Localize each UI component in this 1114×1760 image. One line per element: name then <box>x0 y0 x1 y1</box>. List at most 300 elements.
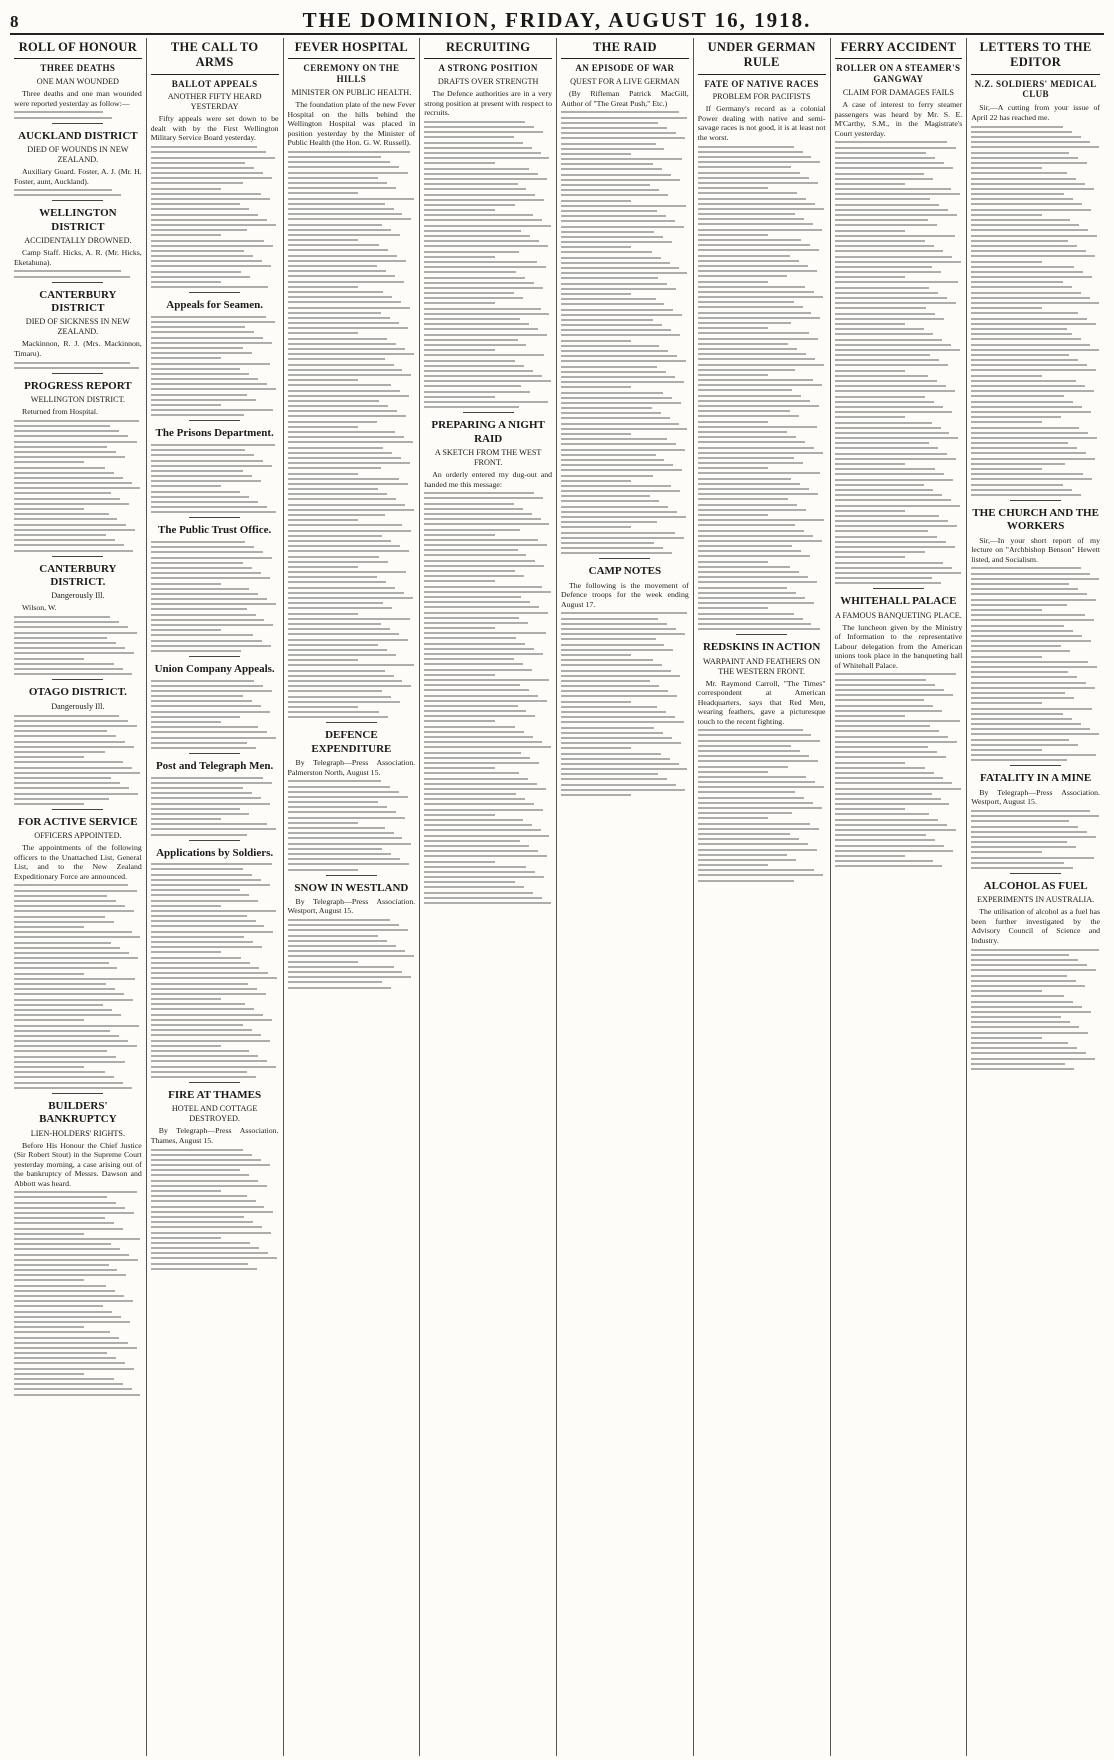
article-body-text <box>14 884 142 1088</box>
text-line <box>424 554 526 556</box>
text-line <box>424 375 542 377</box>
text-line <box>698 312 812 314</box>
text-line <box>698 203 816 205</box>
article-body-text <box>971 949 1100 1070</box>
text-line <box>151 690 272 692</box>
text-line <box>561 210 657 212</box>
text-line <box>971 836 1096 838</box>
text-line <box>835 453 947 455</box>
text-line <box>835 302 956 304</box>
text-line <box>561 189 659 191</box>
text-line <box>698 550 801 552</box>
text-line <box>971 344 1089 346</box>
text-line <box>151 695 243 697</box>
text-line <box>424 669 531 671</box>
text-line <box>151 1190 221 1192</box>
text-line <box>835 699 924 701</box>
section-rule <box>1010 500 1062 501</box>
text-line <box>151 276 251 278</box>
text-line <box>698 555 810 557</box>
text-line <box>424 674 494 676</box>
text-line <box>835 834 927 836</box>
text-line <box>835 250 944 252</box>
text-line <box>14 798 109 800</box>
text-line <box>288 701 400 703</box>
text-line <box>698 322 791 324</box>
text-line <box>288 987 391 989</box>
text-line <box>151 572 261 574</box>
text-line <box>698 457 794 459</box>
text-line <box>971 666 1097 668</box>
text-line <box>835 354 931 356</box>
text-line <box>971 846 1075 848</box>
text-line <box>424 136 513 138</box>
text-line <box>288 561 389 563</box>
text-line <box>151 511 276 513</box>
text-line <box>424 230 521 232</box>
text-line <box>288 961 358 963</box>
text-line <box>424 131 543 133</box>
text-line <box>14 746 134 748</box>
text-line <box>424 829 540 831</box>
text-line <box>14 803 84 805</box>
text-line <box>288 848 383 850</box>
text-line <box>698 395 801 397</box>
text-line <box>288 597 413 599</box>
text-line <box>288 504 406 506</box>
text-line <box>424 591 550 593</box>
text-line <box>14 529 135 531</box>
text-line <box>14 503 129 505</box>
text-line <box>14 658 84 660</box>
text-line <box>971 183 1084 185</box>
text-line <box>971 385 1084 387</box>
text-line <box>561 485 671 487</box>
text-line <box>561 763 679 765</box>
text-line <box>151 1174 249 1176</box>
text-line <box>835 447 938 449</box>
text-line <box>698 343 789 345</box>
article-body-text <box>14 1191 142 1395</box>
text-line <box>698 317 821 319</box>
article-body-text <box>288 151 416 718</box>
text-line <box>288 473 358 475</box>
text-line <box>14 456 125 458</box>
text-line <box>14 910 134 912</box>
text-line <box>561 241 672 243</box>
text-line <box>151 905 221 907</box>
text-line <box>14 1368 134 1370</box>
text-line <box>14 751 105 753</box>
text-line <box>151 326 246 328</box>
text-line <box>424 767 494 769</box>
text-line <box>835 442 930 444</box>
text-line <box>971 219 1070 221</box>
text-line <box>424 219 542 221</box>
text-line <box>424 318 520 320</box>
text-line <box>151 234 221 236</box>
text-line <box>835 782 953 784</box>
text-line <box>698 275 787 277</box>
text-line <box>561 267 679 269</box>
text-line <box>698 301 794 303</box>
text-line <box>288 602 384 604</box>
text-line <box>14 508 84 510</box>
column-heading: FEVER HOSPITAL <box>288 38 416 59</box>
text-line <box>288 260 407 262</box>
text-line <box>14 1009 112 1011</box>
text-line <box>14 621 119 623</box>
section-heading: WHITEHALL PALACE <box>840 595 957 608</box>
text-line <box>288 270 386 272</box>
text-line <box>424 266 545 268</box>
text-line <box>288 971 403 973</box>
text-line <box>971 1001 1073 1003</box>
text-line <box>14 1196 107 1198</box>
text-line <box>698 545 793 547</box>
text-line <box>561 521 657 523</box>
text-line <box>561 773 658 775</box>
text-line <box>835 777 944 779</box>
text-line <box>698 192 798 194</box>
article-lead: Fifty appeals were set down to be dealt with by the First Wellington Military Service Board yesterday. <box>150 114 279 143</box>
text-line <box>14 539 115 541</box>
text-line <box>971 463 1065 465</box>
text-line <box>561 386 631 388</box>
text-line <box>971 266 1074 268</box>
text-line <box>971 312 1078 314</box>
text-line <box>698 296 823 298</box>
text-line <box>151 557 272 559</box>
text-line <box>835 572 961 574</box>
text-line <box>835 375 928 377</box>
text-line <box>424 871 535 873</box>
text-line <box>971 323 1096 325</box>
text-line <box>561 423 679 425</box>
text-line <box>971 687 1095 689</box>
text-line <box>151 240 265 242</box>
text-line <box>14 1040 128 1042</box>
text-line <box>561 500 659 502</box>
text-line <box>835 541 946 543</box>
text-line <box>14 1066 84 1068</box>
text-line <box>561 532 675 534</box>
text-line <box>424 344 526 346</box>
text-line <box>14 1035 119 1037</box>
section-subheading: Dangerously Ill. <box>51 591 105 601</box>
text-line <box>288 940 388 942</box>
text-line <box>151 894 249 896</box>
text-line <box>561 727 654 729</box>
text-line <box>14 513 109 515</box>
text-line <box>835 245 935 247</box>
text-line <box>971 995 1064 997</box>
text-line <box>151 619 265 621</box>
text-line <box>424 308 540 310</box>
section-heading: PROGRESS REPORT <box>24 379 132 392</box>
text-line <box>151 1268 257 1270</box>
text-line <box>151 373 249 375</box>
text-line <box>288 198 414 200</box>
text-line <box>424 596 521 598</box>
article-body-text <box>971 810 1100 869</box>
text-line <box>698 576 808 578</box>
text-line <box>561 350 668 352</box>
section-rule <box>189 840 240 841</box>
text-line <box>14 777 111 779</box>
article-lead: Three deaths and one man wounded were reported yesterday as follow:— <box>14 89 142 108</box>
text-line <box>14 787 129 789</box>
text-line <box>698 478 791 480</box>
text-line <box>288 353 414 355</box>
section-rule <box>599 558 650 559</box>
text-line <box>151 316 266 318</box>
text-line <box>971 359 1078 361</box>
text-line <box>698 838 799 840</box>
text-line <box>288 369 403 371</box>
text-line <box>835 188 951 190</box>
text-line <box>151 1247 260 1249</box>
text-line <box>971 739 1069 741</box>
text-line <box>835 679 927 681</box>
section-heading: CAMP NOTES <box>588 565 662 578</box>
text-line <box>424 401 548 403</box>
text-line <box>698 286 805 288</box>
text-line <box>561 443 676 445</box>
text-line <box>424 783 536 785</box>
section-heading: Appeals for Seamen. <box>166 299 263 312</box>
text-line <box>151 255 253 257</box>
article-body-text <box>14 616 142 675</box>
article-lead: The appointments of the following officers to the Unattached List, General List, and to the New Zealand Expeditionary Force are announced. <box>14 843 142 881</box>
text-line <box>561 480 631 482</box>
text-line <box>151 229 247 231</box>
article-body-text <box>698 729 826 881</box>
text-line <box>698 740 821 742</box>
text-line <box>698 781 816 783</box>
text-line <box>835 530 928 532</box>
text-line <box>14 1222 114 1224</box>
column-4 <box>420 38 557 1756</box>
text-line <box>288 869 358 871</box>
text-line <box>835 261 961 263</box>
text-line <box>835 349 960 351</box>
text-line <box>151 977 277 979</box>
text-line <box>151 404 221 406</box>
text-line <box>698 823 810 825</box>
article-lead: The Defence authorities are in a very strong position at present with respect to recruits. <box>424 89 552 118</box>
text-line <box>424 328 538 330</box>
text-line <box>14 1326 84 1328</box>
text-line <box>14 947 120 949</box>
text-line <box>561 246 631 248</box>
text-line <box>151 925 265 927</box>
text-line <box>698 760 818 762</box>
article-body-text <box>835 673 963 867</box>
text-line <box>698 249 819 251</box>
text-line <box>835 276 905 278</box>
text-line <box>288 639 408 641</box>
text-line <box>835 390 955 392</box>
text-line <box>424 632 545 634</box>
text-line <box>561 659 653 661</box>
text-line <box>561 742 681 744</box>
text-line <box>151 782 272 784</box>
page-number: 8 <box>10 12 19 31</box>
article-body-text <box>151 680 279 749</box>
text-line <box>424 876 544 878</box>
text-line <box>835 829 956 831</box>
text-line <box>424 793 516 795</box>
article-lead: Sir,—In your short report of my lecture on "Archbishop Benson" Hewett listed, and Socialism. <box>971 535 1100 564</box>
text-line <box>151 1164 270 1166</box>
text-line <box>835 416 905 418</box>
text-line <box>971 1006 1082 1008</box>
article-body-text <box>151 444 279 513</box>
text-line <box>971 198 1073 200</box>
text-line <box>288 441 413 443</box>
section-rule <box>52 373 103 374</box>
text-line <box>971 261 1042 263</box>
text-line <box>971 411 1091 413</box>
text-line <box>14 978 135 980</box>
text-line <box>971 369 1096 371</box>
text-line <box>698 358 816 360</box>
text-line <box>835 520 949 522</box>
section-heading: Union Company Appeals. <box>154 662 275 675</box>
text-line <box>151 1263 248 1265</box>
text-line <box>151 680 254 682</box>
text-line <box>835 147 956 149</box>
text-line <box>971 759 1066 761</box>
text-line <box>288 483 408 485</box>
text-line <box>288 535 383 537</box>
text-line <box>835 684 936 686</box>
text-line <box>151 946 262 948</box>
text-line <box>698 802 813 804</box>
text-line <box>288 623 381 625</box>
text-line <box>151 496 249 498</box>
text-line <box>971 375 1042 377</box>
text-line <box>14 637 107 639</box>
text-line <box>835 845 945 847</box>
section-rule <box>52 282 103 283</box>
article-body-text <box>151 863 279 1078</box>
text-line <box>561 428 687 430</box>
text-line <box>561 475 653 477</box>
text-line <box>698 750 800 752</box>
text-line <box>14 1357 116 1359</box>
text-line <box>288 644 379 646</box>
text-line <box>971 980 1075 982</box>
text-line <box>14 1030 110 1032</box>
text-line <box>561 506 668 508</box>
text-line <box>424 162 494 164</box>
column-heading: RECRUITING <box>424 38 552 59</box>
text-line <box>971 167 1042 169</box>
text-line <box>561 664 662 666</box>
text-line <box>561 200 631 202</box>
text-line <box>561 511 677 513</box>
text-line <box>288 436 404 438</box>
text-line <box>151 383 267 385</box>
text-line <box>698 587 787 589</box>
text-line <box>151 250 244 252</box>
text-line <box>288 338 388 340</box>
text-line <box>288 229 391 231</box>
text-line <box>971 131 1071 133</box>
text-line <box>561 638 656 640</box>
text-line <box>151 475 252 477</box>
article-body-text <box>971 126 1100 330</box>
text-line <box>424 523 549 525</box>
columns <box>10 38 1104 1756</box>
text-line <box>698 379 813 381</box>
text-line <box>835 746 928 748</box>
text-line <box>424 194 535 196</box>
text-line <box>698 172 800 174</box>
text-line <box>14 425 110 427</box>
article-body-text <box>835 141 963 584</box>
section-rule <box>52 123 103 124</box>
text-line <box>14 1295 124 1297</box>
text-line <box>971 733 1098 735</box>
article-lead: Mr. Raymond Carroll, "The Times" correspondent at American Headquarters, says that Red Men, wearing feathers, gave a picturesque touch to the recent fighting. <box>697 678 826 726</box>
text-line <box>561 288 676 290</box>
text-line <box>288 628 390 630</box>
section-heading: OTAGO DISTRICT. <box>28 686 127 699</box>
text-line <box>288 843 412 845</box>
text-line <box>971 826 1078 828</box>
text-line <box>698 597 805 599</box>
text-line <box>424 746 550 748</box>
text-line <box>151 193 261 195</box>
text-line <box>14 498 120 500</box>
text-line <box>698 369 795 371</box>
text-line <box>151 1003 246 1005</box>
text-line <box>151 331 254 333</box>
text-line <box>424 235 530 237</box>
text-line <box>835 385 946 387</box>
text-line <box>14 1056 116 1058</box>
text-line <box>835 370 905 372</box>
text-line <box>151 813 249 815</box>
text-line <box>14 1285 106 1287</box>
text-line <box>971 452 1086 454</box>
article-lead: The utilisation of alcohol as a fuel has been further investigated by the Advisory Council of Science and Industry. <box>971 907 1100 945</box>
text-line <box>698 874 823 876</box>
text-line <box>561 495 650 497</box>
text-line <box>424 606 539 608</box>
text-line <box>971 749 1042 751</box>
text-line <box>698 566 790 568</box>
article-body-text <box>151 316 279 417</box>
section-subheading: A FAMOUS BANQUETING PLACE. <box>834 610 962 620</box>
text-line <box>151 414 244 416</box>
text-line <box>835 694 954 696</box>
text-line <box>971 281 1062 283</box>
text-line <box>561 236 663 238</box>
text-line <box>971 815 1098 817</box>
text-line <box>14 1014 121 1016</box>
text-line <box>971 841 1066 843</box>
text-line <box>14 952 129 954</box>
text-line <box>698 854 787 856</box>
text-line <box>151 583 221 585</box>
section-heading: FATE OF NATIVE RACES <box>704 78 819 89</box>
section-rule <box>189 753 240 754</box>
column-heading: LETTERS TO THE EDITOR <box>971 38 1100 75</box>
